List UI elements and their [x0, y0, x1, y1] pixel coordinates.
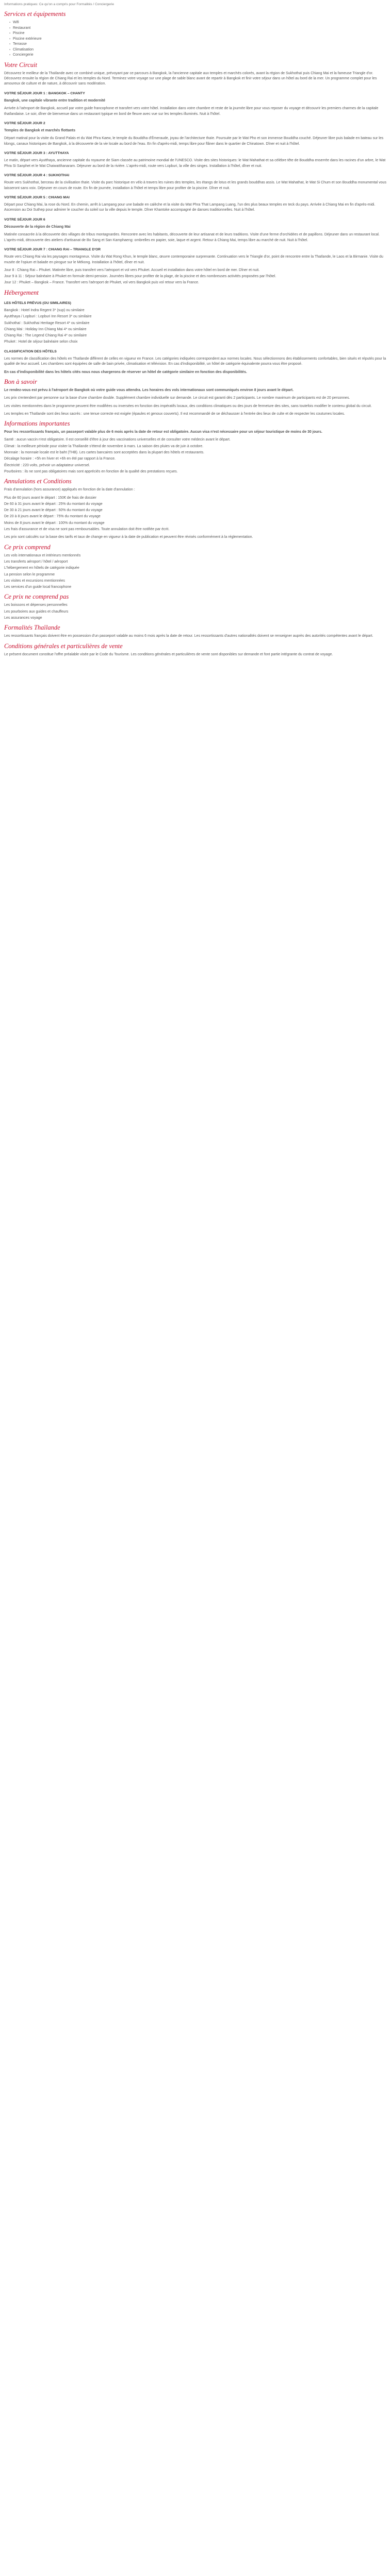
day-text: Arrivée à l'aéroport de Bangkok, accueil par votre guide francophone et transfert vers votre hôtel. Installation dans votre chambre et reste de la journée libre pour vous reposer du voyage et découvrir les premiers charmes de la capitale thaïlandaise. Le soir, dîner de bienvenue dans un restaurant typique en bord de fleuve avec vue sur les temples illuminés. Nuit à l'hôtel. [4, 107, 379, 116]
non-compris-title: Ce prix ne comprend pas [4, 593, 69, 601]
info-line: Climat : la meilleure période pour visiter la Thaïlande s'étend de novembre à mars. La saison des pluies va de juin à octobre. [4, 444, 204, 448]
compris-title: Ce prix comprend [4, 543, 51, 551]
formalites-text: Les ressortissants français doivent être en possession d'un passeport valable au moins 6 mois après la date de retour. Les ressortissants d'autres nationalités doivent se renseigner auprès des autorités compétentes avant le départ. [4, 634, 373, 638]
day-text: Départ pour Chiang Mai, la rose du Nord. En chemin, arrêt à Lampang pour une balade en calèche et la visite du Wat Phra That Lampang Luang, l'un des plus beaux temples en teck du pays. Arrivée à Chiang Mai en fin d'après-midi. Ascension au Doi Suthep pour admirer le coucher du soleil sur la ville depuis le temple. Dîner Khantoke accompagné de danses traditionnelles. Nuit à l'hôtel. [4, 203, 376, 212]
non-compris-line: Les assurances voyage [4, 616, 42, 620]
day-text: Route vers Chiang Rai via les paysages montagneux. Visite du Wat Rong Khun, le temple blanc, œuvre contemporaine surprenante. Continuation vers le Triangle d'or, point de rencontre entre la Thaïlande, le Laos et la Birmanie. Visite du musée de l'opium et balade en pirogue sur le Mékong. Installation à l'hôtel, dîner et nuit. [4, 255, 383, 264]
annulation-line: Moins de 8 jours avant le départ : 100% du montant du voyage [4, 521, 105, 525]
conditions-text: Le présent document constitue l'offre préalable visée par le Code du Tourisme. Les conditions générales et particulières de vente sont disponibles sur demande et font partie intégrante du contrat de voyage. [4, 652, 333, 656]
annulation-line: De 30 à 21 jours avant le départ : 50% du montant du voyage [4, 509, 103, 513]
hotel-line: Chiang Rai : The Legend Chiang Rai 4* ou similaire [4, 334, 87, 338]
infos-title: Informations importantes [4, 420, 70, 428]
compris-list [4, 553, 387, 590]
page [0, 0, 391, 657]
day-text: Matinée consacrée à la découverte des villages de tribus montagnardes. Rencontre avec les habitants, découverte de leur artisanat et de leurs traditions. Visite d'une ferme d'orchidées et de papillons. Déjeuner dans un restaurant local. L'après-midi, découverte des ateliers d'artisanat de Bo Sang et San Kamphaeng: ombrelles en papier, soie, laque et argent. Retour à Chiang Mai, temps libre au marché de nuit. Nuit à l'hôtel. [4, 233, 380, 242]
bon-savoir-text: Les prix s'entendent par personne sur la base d'une chambre double. Supplément chambre individuelle sur demande. Le circuit est garanti dès 2 participants. Le nombre maximum de participants est de 20 personnes. [4, 396, 350, 400]
classification-text: Les normes de classification des hôtels en Thaïlande diffèrent de celles en vigueur en France. Les catégories indiquées correspondent aux normes locales. Nous sélectionnons des établissements confortables, bien situés et réputés pour la qualité de leur accueil. Les chambres sont équipées de salle de bain privée, climatisation et télévision. En cas d'indisponibilité, un hôtel de catégorie équivalente pourra vous être proposé. [4, 357, 386, 366]
day-subtitle: Découverte de la région de Chiang Mai [4, 225, 71, 229]
annulation-note: Les prix sont calculés sur la base des tarifs et taux de change en vigueur à la date de publication et peuvent être révisés conformément à la réglementation. [4, 535, 253, 539]
day-7 [4, 247, 387, 265]
day-1 [4, 91, 387, 117]
circuit-intro: Découvrez le meilleur de la Thaïlande avec ce combiné unique, prévoyant par ce parcours à Bangkok, la l'ancienne capitale aux temples et marchés colorés, avant la région de Sukhothaï puis Chiang Mai et la fameuse Triangle d'or. Découvrez ensuite la région de Chiang Rai et les temples du Nord. Terminez votre voyage sur une plage de sable blanc avant de repartir à Bangkok et finir votre séjour dans un hôtel au bord de la mer. Un programme complet pour les amoureux de culture et de nature, à découvrir sans modération. [4, 71, 377, 86]
day-title: VOTRE SÉJOUR JOUR 2 [4, 121, 45, 125]
annulation-line: De 60 à 31 jours avant le départ : 25% du montant du voyage [4, 502, 103, 506]
info-line: Santé : aucun vaccin n'est obligatoire. Il est conseillé d'être à jour des vaccinations universelles et de consulter votre médecin avant le départ. [4, 438, 231, 442]
extra-line: Jour 9 à 11 : Séjour balnéaire à Phuket en formule demi-pension. Journées libres pour profiter de la plage, de la piscine et des nombreuses activités proposées par l'hôtel. [4, 275, 276, 279]
day-title: VOTRE SÉJOUR JOUR 5 : CHIANG MAI [4, 195, 70, 199]
hotel-line: Ayutthaya / Lopburi : Lopburi Inn Resort 3* ou similaire [4, 315, 92, 319]
annulation-note: Les frais d'assurance et de visa ne sont pas remboursables. Toute annulation doit être notifiée par écrit. [4, 528, 170, 532]
day-3 [4, 151, 387, 169]
service-item: ▪ Climatisation [9, 47, 387, 53]
day-title: VOTRE SÉJOUR JOUR 4 : SUKHOTHAI [4, 173, 70, 177]
compris-line: Les visites et excursions mentionnées [4, 579, 65, 583]
annulation-intro: Frais d'annulation (hors assurance) appliqués en fonction de la date d'annulation : [4, 488, 135, 492]
service-item: ▪ Conciergerie [9, 53, 387, 58]
bon-savoir-text: Les visites mentionnées dans le programme peuvent être modifiées ou inversées en fonction des impératifs locaux, des conditions climatiques ou des jours de fermeture des sites, sans toutefois modifier le contenu global du circuit. [4, 404, 372, 408]
day-2 [4, 121, 387, 147]
day-5 [4, 195, 387, 213]
service-item: ▪ Piscine [9, 31, 387, 37]
hotels-list [4, 308, 387, 345]
breadcrumb: Informations pratiques: Ce qu'on a compris pour Formalités / Conciergerie [4, 3, 114, 6]
extra-line: Jour 8 : Chiang Rai – Phuket. Matinée libre, puis transfert vers l'aéroport et vol vers Phuket. Accueil et installation dans votre hôtel en bord de mer. Dîner et nuit. [4, 268, 260, 272]
infos-lead: Pour les ressortissants français, un passeport valable plus de 6 mois après la date de retour est obligatoire. Aucun visa n'est nécessaire pour un séjour touristique de moins de 30 jours. [4, 430, 322, 434]
circuit-title: Votre Circuit [4, 61, 38, 69]
bon-savoir-title: Bon à savoir [4, 378, 37, 385]
service-item: ▪ Wifi [9, 20, 387, 26]
compris-line: Les transferts aéroport / hôtel / aéroport [4, 560, 68, 564]
day-title: VOTRE SÉJOUR JOUR 7 : CHIANG RAI – TRIANGLE D'OR [4, 247, 101, 251]
hotels-notice: En cas d'indisponibilité dans les hôtels cités nous nous chargerons de réserver un hôtel de catégorie similaire en fonction des disponibilités. [4, 370, 247, 374]
info-line: Pourboires : ils ne sont pas obligatoires mais sont appréciés en fonction de la qualité des prestations reçues. [4, 469, 178, 473]
compris-line: La pension selon le programme [4, 572, 55, 577]
day-title: VOTRE SÉJOUR JOUR 6 [4, 217, 45, 222]
non-compris-line: Les boissons et dépenses personnelles [4, 603, 68, 607]
compris-line: L'hébergement en hôtels de catégorie indiquée [4, 566, 79, 570]
day-subtitle: Temples de Bangkok et marchés flottants [4, 129, 75, 133]
hotels-title: Hébergement [4, 289, 39, 296]
annulation-line: Plus de 60 jours avant le départ : 150€ de frais de dossier [4, 496, 96, 500]
non-compris-list [4, 603, 387, 621]
hotel-line: Bangkok : Hotel Indra Regent 3* (sup) ou similaire [4, 309, 85, 312]
day-6 [4, 217, 387, 243]
infos-list [4, 437, 387, 474]
hotels-subtitle: LES HÔTELS PRÉVUS (OU SIMILAIRES) [4, 301, 71, 305]
services-list [4, 20, 387, 58]
annulation-line: De 20 à 8 jours avant le départ : 75% du montant du voyage [4, 515, 101, 519]
hotel-line: Sukhothaï : Sukhothai Heritage Resort 4* ou similaire [4, 321, 90, 325]
day-title: VOTRE SÉJOUR JOUR 3 : AYUTTHAYA [4, 151, 69, 156]
classification-title: CLASSIFICATION DES HÔTELS [4, 349, 57, 353]
compris-line: Les services d'un guide local francophone [4, 585, 72, 589]
compris-line: Les vols internationaux et intérieurs mentionnés [4, 553, 81, 557]
day-title: VOTRE SÉJOUR JOUR 1 : BANGKOK – CHANTY [4, 91, 85, 95]
bon-savoir-text: Les temples en Thaïlande sont des lieux sacrés : une tenue correcte est exigée (épaules et genoux couverts). Il est recommandé de se déchausser à l'entrée des lieux de culte et de respecter les coutumes locales. [4, 412, 345, 416]
annulation-list [4, 496, 387, 526]
service-item: ▪ Piscine extérieure [9, 37, 387, 42]
info-line: Électricité : 220 volts, prévoir un adaptateur universel. [4, 463, 90, 467]
circuit-extra [4, 268, 387, 286]
day-text: Départ matinal pour la visite du Grand Palais et du Wat Phra Kaew, le temple du Bouddha d'Émeraude, joyau de l'architecture thaïe. Poursuite par le Wat Pho et son immense Bouddha couché. Déjeuner libre puis balade en bateau sur les klongs, canaux historiques de Bangkok, à la découverte de la vie locale au bord de l'eau. En fin d'après-midi, temps libre pour flâner dans le quartier de Chinatown. Dîner et nuit à l'hôtel. [4, 137, 384, 146]
service-item: ▪ Terrasse [9, 42, 387, 47]
day-4 [4, 173, 387, 191]
extra-line: Jour 12 : Phuket – Bangkok – France. Transfert vers l'aéroport de Phuket, vol vers Bangkok puis vol retour vers la France. [4, 281, 199, 285]
day-subtitle: Bangkok, une capitale vibrante entre tradition et modernité [4, 98, 106, 103]
hotel-line: Chiang Mai : Holiday Inn Chiang Mai 4* ou similaire [4, 327, 87, 331]
info-line: Monnaie : la monnaie locale est le baht (THB). Les cartes bancaires sont acceptées dans la plupart des hôtels et restaurants. [4, 451, 204, 455]
formalites-title: Formalités Thaïlande [4, 624, 60, 632]
day-text: Route vers Sukhothaï, berceau de la civilisation thaïe. Visite du parc historique en vélo à travers les ruines des temples, les étangs de lotus et les grands bouddhas assis. Le Wat Mahathat, le Wat Si Chum et son Bouddha monumental vous laisseront sans voix. Déjeuner en cours de route. En fin de journée, installation à l'hôtel et temps libre pour profiter de la piscine. Dîner et nuit. [4, 181, 386, 190]
hotel-line: Phuket : Hotel de séjour balnéaire selon choix [4, 340, 78, 344]
info-line: Décalage horaire : +5h en hiver et +6h en été par rapport à la France. [4, 457, 116, 461]
services-title: Services et équipements [4, 10, 66, 18]
service-item: ▪ Restaurant [9, 26, 387, 31]
day-text: Le matin, départ vers Ayutthaya, ancienne capitale du royaume de Siam classée au patrimoine mondial de l'UNESCO. Visite des sites historiques: le Wat Mahathat et sa célèbre tête de Bouddha enserrée dans les racines d'un arbre, le Wat Phra Si Sanphet et le Wat Chaiwatthanaram. Déjeuner au bord de la rivière. L'après-midi, route vers Lopburi, la ville des singes. Installation à l'hôtel, dîner et nuit. [4, 159, 386, 168]
non-compris-line: Les pourboires aux guides et chauffeurs [4, 609, 69, 614]
conditions-title: Conditions générales et particulières de vente [4, 642, 123, 650]
annulation-title: Annulations et Conditions [4, 478, 72, 485]
bon-savoir-lead: Le rendez-vous est prévu à l'aéroport de Bangkok où votre guide vous attendra. Les horaires des vols internationaux sont communiqués environ 8 jours avant le départ. [4, 388, 294, 392]
